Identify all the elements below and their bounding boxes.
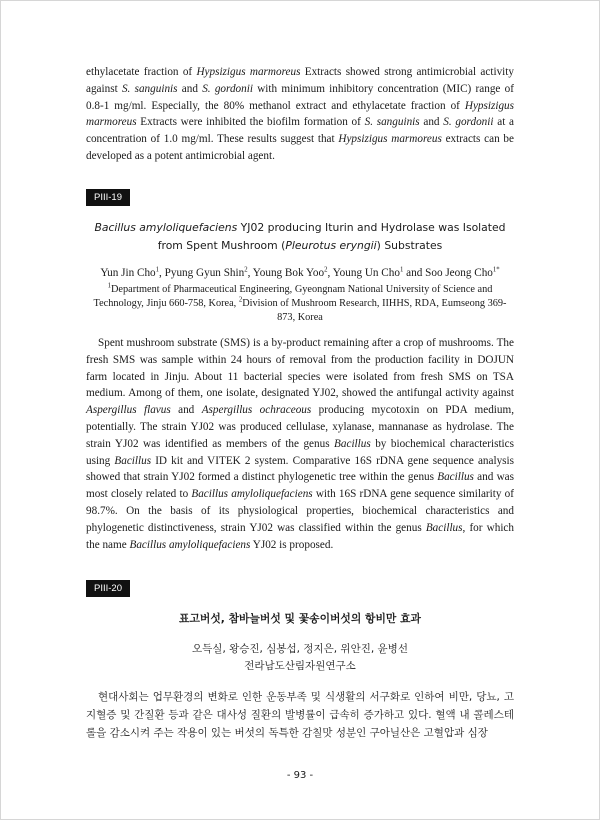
abstract-20-text: 현대사회는 업무환경의 변화로 인한 운동부족 및 식생활의 서구화로 인하여 비만, 당뇨, 고지혈증 및 간질환 등과 같은 대사성 질환의 발병률이 급속히 증가하고 있다. 혈액 내 콜레스테롤을 감소시켜 주는 작용이 있는 버섯의 독특한 감칠맛 성분인 구아닐산은 고혈압과 심장 (86, 691, 514, 739)
abstract-20-authors: 오득실, 왕승진, 심봉섭, 정지은, 위안진, 윤병선 (192, 643, 408, 655)
abstract-20-body (86, 688, 514, 742)
continuation-paragraph (86, 64, 514, 165)
continuation-text: ethylacetate fraction of Hypsizigus marmoreus Extracts showed strong antimicrobial activity against S. sanguinis and S. gordonii with minimum inhibitory concentration (MIC) range of 0.8-1 mg/ml. Especially, the 80% methanol extract and ethylacetate fraction of Hypsizigus marmoreus Extracts were inhibited the biofilm formation of S. sanguinis and S. gordonii at a concentration of 1.0 mg/ml. These results suggest that Hypsizigus marmoreus extracts can be developed as a potent antimicrobial agent. (86, 66, 514, 162)
abstract-19-text: Spent mushroom substrate (SMS) is a by-product remaining after a crop of mushrooms. The fresh SMS was sample within 24 hours of removal from the production facility in DOJUN farm located in Jinju. About 11 bacterial species were isolated from fresh SMS on TSA medium. Among of them, one isolate, designated YJ02, showed the antifungal activity against Aspergillus flavus and Aspergillus ochraceous producing mycotoxin on PDA medium, potentially. The strain YJ02 was produced cellulase, xylanase, mannanase as hydrolase. The strain YJ02 was identified as members of the genus Bacillus by biochemical characteristics using Bacillus ID kit and VITEK 2 system. Comparative 16S rDNA gene sequence analysis showed that strain YJ02 formed a distinct phylogenetic tree within the genus Bacillus and was most closely related to Bacillus amyloliquefaciens with 16S rDNA gene sequence similarity of 98.7%. On the basis of its physiological properties, biochemical characteristics and phylogenetic distinctiveness, strain YJ02 was classified within the genus Bacillus, for which the name Bacillus amyloliquefaciens YJ02 is proposed. (86, 337, 514, 551)
abstract-tag-piii-19: PIII-19 (86, 189, 130, 206)
abstract-19-affiliations: $^1$Department of Pharmaceutical Engineering, Gyeongnam National University of Science and Technology, Jinju 660-758, Korea, $^2$Division of Mushroom Research, IIHHS, RDA, Eumseong 369-873, Korea (93, 282, 507, 323)
abstract-tag-piii-20: PIII-20 (86, 580, 130, 597)
abstract-20-affiliation: 전라남도산림자원연구소 (244, 660, 356, 672)
abstract-19-title: Bacillus amyloliquefaciens YJ02 producing Iturin and Hydrolase was Isolated from Spent Mushroom (Pleurotus eryngii) Substrates (94, 221, 506, 252)
abstract-19-body (86, 335, 514, 553)
abstract-20-title: 표고버섯, 참바늘버섯 및 꽃송이버섯의 항비만 효과 (179, 612, 421, 625)
page-number: - 93 - (286, 770, 314, 781)
abstract-19-authors: Yun Jin Cho$^1$, Pyung Gyun Shin$^2$, Young Bok Yoo$^2$, Young Un Cho$^1$ and Soo Jeong Cho$^{1*}$ (100, 266, 500, 279)
